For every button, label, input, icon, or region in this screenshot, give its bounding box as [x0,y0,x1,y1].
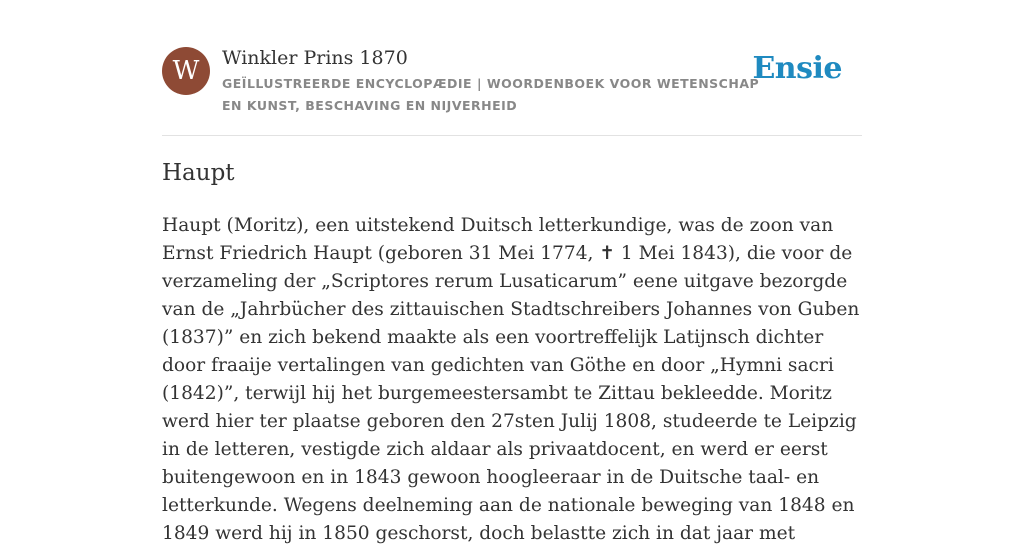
ensie-logo[interactable]: Ensie [752,51,842,86]
publication-subtitle: GEÏLLUSTREERDE ENCYCLOPÆDIE | WOORDENBOEK VOOR WETENSCHAP EN KUNST, BESCHAVING EN NIJVERHEID [222,76,760,113]
article-body: Haupt (Moritz), een uitstekend Duitsch letterkundige, was de zoon van Ernst Friedrich Haupt (geboren 31 Mei 1774, ✝ 1 Mei 1843), die voor de verzameling der „Scriptores rerum Lusaticarum” eene uitgave bezorgde van de „Jahrbücher des zittauischen Stadtschreibers Johannes von Guben (1837)” en zich bekend maakte als een voortreffelijk Latijnsch dichter door fraaije vertalingen van gedichten van Göthe en door „Hymni sacri (1842)”, terwijl hij het burgemeestersambt te Zittau bekleedde. Moritz werd hier ter plaatse geboren den 27sten Julij 1808, studeerde te Leipzig in de letteren, vestigde zich aldaar als privaatdocent, en werd er eerst buitengewoon en in 1843 gewoon hoogleeraar in de Duitsche taal- en letterkunde. Wegens deelneming aan de nationale beweging van 1848 en 1849 werd hij in 1850 geschorst, doch belastte zich in dat jaar met [162,215,860,544]
publication-avatar[interactable]: W [162,47,210,95]
publication-title[interactable]: Winkler Prins 1870 [222,47,408,69]
publication-header [162,46,862,116]
article-page [162,0,862,544]
article-title: Haupt [162,160,235,186]
header-divider [162,135,862,136]
